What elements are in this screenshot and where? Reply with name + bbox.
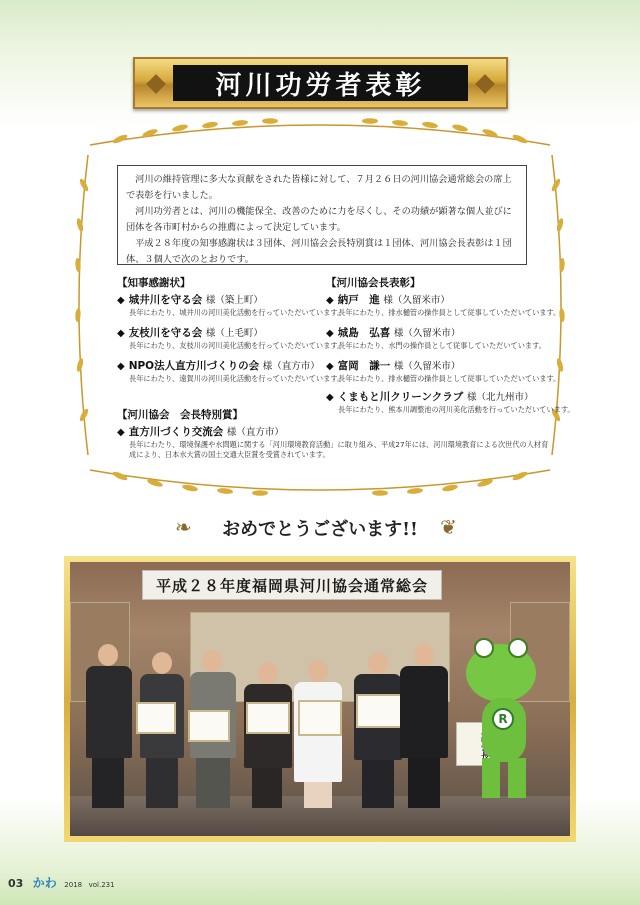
person-legs [408,758,440,808]
flourish-left-icon: ❧ [175,515,192,539]
award-description: 長年にわたり、水門の操作員として従事していただいています。 [338,341,546,350]
award-name: くまもと川クリーンクラブ [337,391,464,403]
award-name: 納戸 進 [337,294,380,306]
event-sign: 平成２８年度福岡県河川協会通常総会 [142,570,442,600]
intro-paragraph-2: 河川功労者とは、河川の機能保全、改善のために力を尽くし、その功績が顕著な個人並びに団体を各市町村からの推薦によって決定しています。 [126,206,512,233]
mascot-leg [482,758,500,798]
mascot-eye-icon [474,638,494,658]
intro-paragraph-3: 平成２８年度の知事感謝状は３団体、河川協会会長特別賞は１団体、河川協会長表彰は１団体、３個人で次のとおりです。 [126,238,512,265]
banner-ornament-left [146,74,166,94]
diamond-bullet-icon: ◆ [326,392,334,403]
award-location: 様（直方市） [226,427,284,438]
special-item [117,424,547,460]
award-description: 長年にわたり、熊本川調整池の河川美化活動を行っていただいています。 [338,405,575,414]
award-description: 長年にわたり、城井川の河川美化活動を行っていただいています。 [129,308,345,317]
diamond-bullet-icon: ◆ [117,361,125,372]
award-description: 長年にわたり、環境保護や水問題に関する「河川環境教育活動」に取り組み、平成27年には、河川環境教育による次世代の人材育成により、日本水大賞の国土交通大臣賞を受賞されています。 [129,440,549,459]
chairman-item [326,325,576,351]
person-legs [146,758,178,808]
award-location: 様（久留米市） [393,361,461,372]
photo-frame [64,556,576,842]
page-number: 03 [8,877,24,890]
intro-box [117,165,527,265]
award-description: 長年にわたり、排水樋管の操作員として従事していただいています。 [338,374,561,383]
diamond-bullet-icon: ◆ [326,361,334,372]
flourish-right-icon: ❦ [440,515,457,539]
group-photo [70,562,570,836]
certificate [246,702,290,734]
person-head [308,660,328,682]
banner-ornament-right [475,74,495,94]
certificate [136,702,176,734]
special-heading: 【河川協会 会長特別賞】 [117,409,243,421]
diamond-bullet-icon: ◆ [117,295,125,306]
person-head [258,662,278,684]
chairman-item [326,389,576,415]
mascot-eye-icon [508,638,528,658]
person-legs [196,758,230,808]
banner-plate [173,65,468,101]
magazine-title: かわ [32,876,57,890]
footer-year: 2018 [64,881,83,889]
governor-heading: 【知事感謝状】 [117,277,191,289]
certificate [356,694,402,728]
award-name: 城井川を守る会 [128,294,203,306]
diamond-bullet-icon: ◆ [326,295,334,306]
person-head [202,650,222,672]
person-body [400,666,448,758]
footer-volume: vol.231 [88,881,115,889]
award-location: 様（直方市） [262,361,320,372]
award-name: 直方川づくり交流会 [128,426,224,438]
mascot-leg [508,758,526,798]
award-location: 様（上毛町） [205,328,263,339]
chairman-item [326,358,576,384]
award-description: 長年にわたり、友枝川の河川美化活動を行っていただいています。 [129,341,345,350]
congrats-text: おめでとうございます!! [222,519,418,540]
person-legs [252,768,282,808]
award-description: 長年にわたり、遠賀川の河川美化活動を行っていただいています。 [129,374,345,383]
page-footer [8,874,118,891]
person-head [152,652,172,674]
award-location: 様（北九州市） [466,392,534,403]
award-location: 様（久留米市） [393,328,461,339]
page-title: 河川功労者表彰 [215,70,426,101]
person-legs [362,760,394,808]
chairman-item [326,292,576,318]
intro-paragraph-1: 河川の維持管理に多大な貢献をされた皆様に対して、７月２６日の河川協会通常総会の席上で表彰を行いました。 [126,174,512,201]
diamond-bullet-icon: ◆ [326,328,334,339]
chairman-heading: 【河川協会長表彰】 [326,277,421,289]
certificate [298,700,342,736]
person-legs [304,782,332,808]
person-head [368,652,388,674]
award-name: 城島 弘喜 [337,327,391,339]
award-name: 友枝川を守る会 [128,327,203,339]
diamond-bullet-icon: ◆ [117,328,125,339]
certificate [188,710,230,742]
award-name: NPO法人直方川づくりの会 [128,360,260,372]
person-body [86,666,132,758]
mascot-badge-icon: R [492,708,514,730]
person-head [98,644,118,666]
award-location: 様（築上町） [205,295,263,306]
diamond-bullet-icon: ◆ [117,427,125,438]
award-location: 様（久留米市） [383,295,450,306]
person-legs [92,758,124,808]
award-description: 長年にわたり、排水樋管の操作員として従事していただいています。 [338,308,561,317]
award-name: 富岡 謙一 [337,360,391,372]
title-banner [133,57,508,109]
person-head [414,644,434,666]
